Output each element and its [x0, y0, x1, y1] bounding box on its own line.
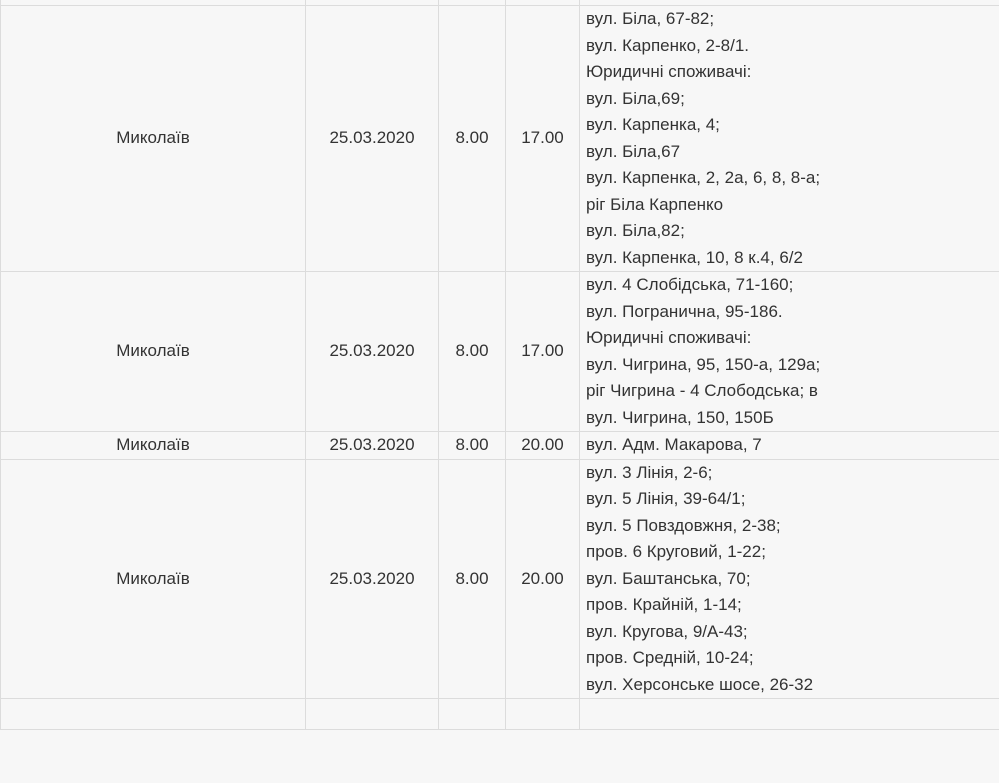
- table-row: [1, 432, 999, 460]
- city-cell: Миколаїв: [1, 459, 306, 699]
- start-time-cell: 8.00: [439, 272, 506, 432]
- address-line: вул. Біла,82;: [586, 221, 685, 240]
- end-time-cell: 20.00: [506, 432, 580, 460]
- address-line: вул. Біла,69;: [586, 88, 685, 108]
- table-row: [1, 6, 999, 272]
- address-cell: [580, 6, 999, 272]
- start-time-cell: 8.00: [439, 6, 506, 272]
- address-line: вул. Карпенка, 10, 8 к.4, 6/2: [586, 247, 803, 267]
- address-line: Юридичні споживачі:: [586, 328, 752, 347]
- address-line: пров. Средній, 10-24;: [586, 648, 754, 667]
- end-time-cell: 17.00: [506, 272, 580, 432]
- city-cell: Миколаїв: [1, 272, 306, 432]
- end-time-cell: 20.00: [506, 459, 580, 699]
- address-line: вул. Херсонське шосе, 26-32: [586, 674, 814, 694]
- table-row-partial: [1, 699, 999, 730]
- date-cell: 25.03.2020: [306, 272, 439, 432]
- address-line: вул. Біла,67: [586, 141, 681, 161]
- date-cell: 25.03.2020: [306, 6, 439, 272]
- address-line: вул. 4 Слобідська, 71-160;: [586, 275, 794, 294]
- address-line: пров. Крайній, 1-14;: [586, 595, 742, 614]
- start-time-cell: 8.00: [439, 459, 506, 699]
- address-line: вул. Карпенка, 2, 2а, 6, 8, 8-а;: [586, 168, 821, 187]
- address-line: вул. Чигрина, 150, 150Б: [586, 407, 774, 427]
- address-line: ріг Чигрина - 4 Слободська; в: [586, 381, 818, 400]
- table-row: [1, 459, 999, 699]
- address-line: ріг Біла Карпенко: [586, 194, 724, 214]
- address-line: вул. Біла, 67-82;: [586, 9, 715, 28]
- address-line: вул. Адм. Макарова, 7: [586, 435, 762, 454]
- address-line: вул. Погранична, 95-186.: [586, 301, 783, 321]
- address-line: пров. 6 Круговий, 1-22;: [586, 542, 766, 561]
- address-line: вул. Кругова, 9/А-43;: [586, 621, 748, 641]
- address-cell: [580, 272, 999, 432]
- address-line: вул. 5 Повздовжня, 2-38;: [586, 515, 781, 535]
- date-cell: 25.03.2020: [306, 459, 439, 699]
- date-cell: 25.03.2020: [306, 432, 439, 460]
- end-time-cell: 17.00: [506, 6, 580, 272]
- city-cell: Миколаїв: [1, 432, 306, 460]
- address-line: вул. Баштанська, 70;: [586, 568, 751, 588]
- address-line: вул. Карпенка, 4;: [586, 115, 720, 134]
- address-line: вул. 3 Лінія, 2-6;: [586, 462, 713, 482]
- city-cell: Миколаїв: [1, 6, 306, 272]
- address-line: вул. Чигрина, 95, 150-а, 129а;: [586, 354, 821, 374]
- address-line: вул. Карпенко, 2-8/1.: [586, 35, 750, 55]
- address-cell: [580, 459, 999, 699]
- table-row: [1, 272, 999, 432]
- address-line: Юридичні споживачі:: [586, 62, 752, 81]
- address-cell: [580, 432, 999, 460]
- start-time-cell: 8.00: [439, 432, 506, 460]
- address-line: вул. 5 Лінія, 39-64/1;: [586, 489, 746, 508]
